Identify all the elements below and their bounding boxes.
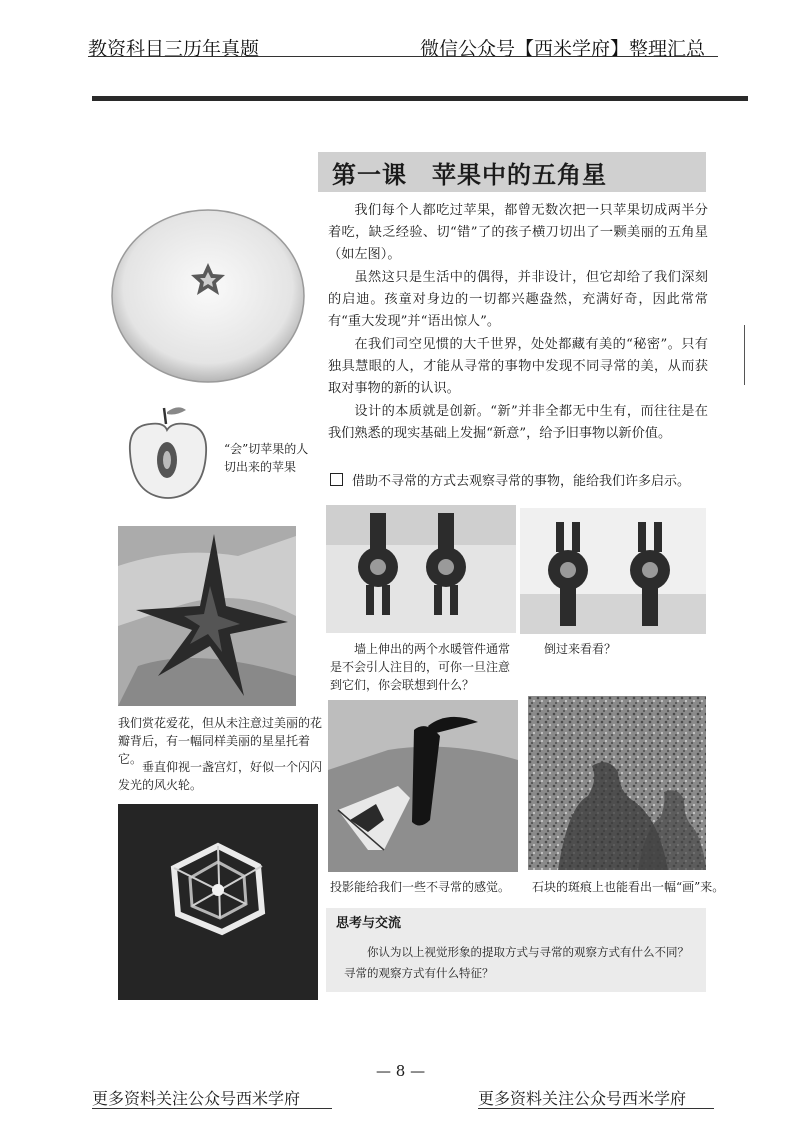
- header-left: 教资科目三历年真题: [88, 38, 260, 60]
- page-number: — 8 —: [376, 1062, 426, 1080]
- header-underline: [88, 56, 718, 57]
- stone-image: [528, 696, 706, 870]
- think-title: 思考与交流: [336, 916, 402, 931]
- pipes-flipped-image: [520, 508, 706, 634]
- apple-slice-image: [110, 208, 310, 398]
- body-paragraph: 虽然这只是生活中的偶得，并非设计，但它却给了我们深刻的启迪。孩童对身边的一切都兴趣盎然，充满好奇，因此常常有“重大发现”并“语出惊人”。: [328, 270, 708, 329]
- body-text: [328, 200, 708, 446]
- caption-stone: 石块的斑痕上也能看出一幅“画”来。: [532, 880, 725, 894]
- header-right: 微信公众号【西米学府】整理汇总: [420, 38, 706, 60]
- footer-right: 更多资料关注公众号西米学府: [478, 1089, 687, 1108]
- lesson-title-box: [318, 152, 706, 192]
- checkbox-icon: [330, 473, 343, 486]
- caption-pipes: 墙上伸出的两个水暖管件通常是不会引人注目的，可你一旦注意到它们，你会联想到什么？: [330, 642, 511, 692]
- pipes-image: [326, 505, 516, 633]
- apple-half-image: [120, 402, 216, 502]
- body-paragraph: 我们每个人都吃过苹果，都曾无数次把一只苹果切成两半分着吃，缺乏经验、切“错”了的孩子横刀切出了一颗美丽的五角星（如左图）。: [328, 203, 708, 262]
- footer-left: 更多资料关注公众号西米学府: [92, 1089, 301, 1108]
- caption-shadow: 投影能给我们一些不寻常的感觉。: [330, 880, 511, 894]
- body-paragraph: 在我们司空见惯的大千世界，处处都藏有美的“秘密”。只有独具慧眼的人，才能从寻常的事物中发现不同寻常的美，从而获取对事物的新的认识。: [328, 337, 708, 396]
- footer-left-underline: [92, 1108, 332, 1109]
- section-heading: [330, 470, 710, 489]
- margin-bar: [744, 325, 745, 385]
- caption-pipes-flipped: 倒过来看看？: [544, 642, 617, 656]
- caption-apple-half: “会”切苹果的人切出来的苹果: [224, 442, 309, 474]
- flower-back-image: [118, 526, 296, 706]
- footer-right-underline: [478, 1108, 714, 1109]
- caption-flower: 我们赏花爱花，但从未注意过美丽的花瓣背后，有一幅同样美丽的星星托着它。: [118, 716, 323, 766]
- top-rule: [92, 96, 748, 101]
- shadow-image: [328, 700, 518, 872]
- lamp-image: [118, 804, 318, 1000]
- section-heading-text: 借助不寻常的方式去观察寻常的事物，能给我们许多启示。: [352, 474, 691, 489]
- body-paragraph: 设计的本质就是创新。“新”并非全都无中生有，而往往是在我们熟悉的现实基础上发掘“新意”，给予旧事物以新价值。: [328, 404, 708, 441]
- think-text: 你认为以上视觉形象的提取方式与寻常的观察方式有什么不同？寻常的观察方式有什么特征？: [344, 945, 689, 980]
- caption-lamp: 垂直仰视一盏宫灯，好似一个闪闪发光的风火轮。: [118, 760, 323, 792]
- lesson-title: 第一课 苹果中的五角星: [332, 160, 607, 189]
